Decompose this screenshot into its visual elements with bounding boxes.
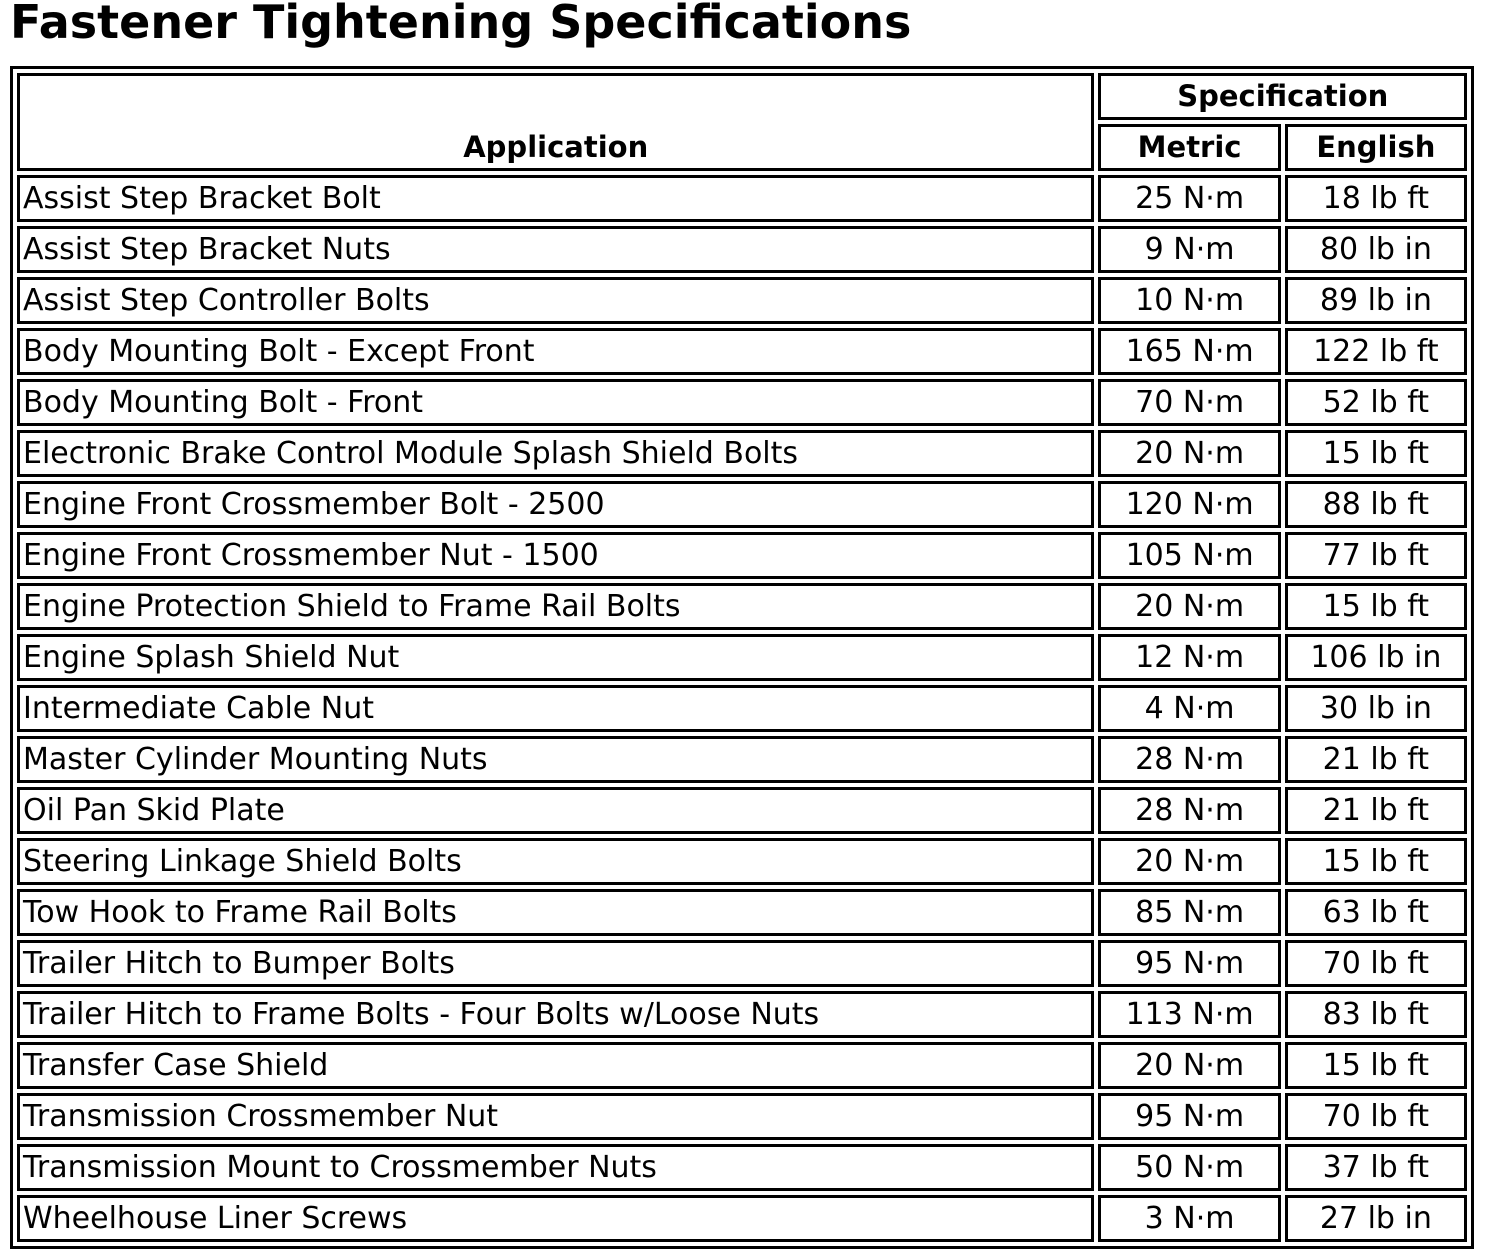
english-value-cell: 83 lb ft: [1285, 991, 1467, 1038]
application-cell: Trailer Hitch to Bumper Bolts: [17, 940, 1094, 987]
metric-value-cell: 95 N·m: [1098, 940, 1280, 987]
english-value-cell: 21 lb ft: [1285, 787, 1467, 834]
application-cell: Engine Protection Shield to Frame Rail Bolts: [17, 583, 1094, 630]
metric-value-cell: 105 N·m: [1098, 532, 1280, 579]
metric-value-cell: 12 N·m: [1098, 634, 1280, 681]
metric-value-cell: 28 N·m: [1098, 736, 1280, 783]
table-header: [17, 73, 1467, 171]
table-row: [17, 889, 1467, 936]
english-value-cell: 70 lb ft: [1285, 1093, 1467, 1140]
english-value-cell: 15 lb ft: [1285, 583, 1467, 630]
english-value-cell: 89 lb in: [1285, 277, 1467, 324]
metric-value-cell: 10 N·m: [1098, 277, 1280, 324]
table-row: [17, 1195, 1467, 1242]
specification-column-header: Specification: [1098, 73, 1467, 120]
metric-value-cell: 20 N·m: [1098, 430, 1280, 477]
english-value-cell: 21 lb ft: [1285, 736, 1467, 783]
table-row: [17, 583, 1467, 630]
english-value-cell: 15 lb ft: [1285, 1042, 1467, 1089]
metric-value-cell: 20 N·m: [1098, 838, 1280, 885]
table-row: [17, 277, 1467, 324]
table-row: [17, 379, 1467, 426]
table-row: [17, 1144, 1467, 1191]
metric-value-cell: 28 N·m: [1098, 787, 1280, 834]
table-row: [17, 1093, 1467, 1140]
table-row: [17, 940, 1467, 987]
metric-value-cell: 95 N·m: [1098, 1093, 1280, 1140]
application-cell: Master Cylinder Mounting Nuts: [17, 736, 1094, 783]
application-cell: Body Mounting Bolt - Front: [17, 379, 1094, 426]
application-cell: Transmission Crossmember Nut: [17, 1093, 1094, 1140]
application-cell: Assist Step Controller Bolts: [17, 277, 1094, 324]
metric-value-cell: 50 N·m: [1098, 1144, 1280, 1191]
application-cell: Electronic Brake Control Module Splash Shield Bolts: [17, 430, 1094, 477]
english-value-cell: 77 lb ft: [1285, 532, 1467, 579]
metric-value-cell: 4 N·m: [1098, 685, 1280, 732]
application-cell: Oil Pan Skid Plate: [17, 787, 1094, 834]
english-value-cell: 63 lb ft: [1285, 889, 1467, 936]
application-cell: Wheelhouse Liner Screws: [17, 1195, 1094, 1242]
table-row: [17, 328, 1467, 375]
english-value-cell: 80 lb in: [1285, 226, 1467, 273]
table-row: [17, 787, 1467, 834]
metric-value-cell: 20 N·m: [1098, 1042, 1280, 1089]
application-cell: Engine Splash Shield Nut: [17, 634, 1094, 681]
metric-value-cell: 85 N·m: [1098, 889, 1280, 936]
table-row: [17, 991, 1467, 1038]
application-cell: Assist Step Bracket Nuts: [17, 226, 1094, 273]
application-cell: Trailer Hitch to Frame Bolts - Four Bolts w/Loose Nuts: [17, 991, 1094, 1038]
english-value-cell: 106 lb in: [1285, 634, 1467, 681]
table-row: [17, 1042, 1467, 1089]
english-value-cell: 30 lb in: [1285, 685, 1467, 732]
english-value-cell: 27 lb in: [1285, 1195, 1467, 1242]
table-row: [17, 685, 1467, 732]
english-value-cell: 37 lb ft: [1285, 1144, 1467, 1191]
metric-value-cell: 113 N·m: [1098, 991, 1280, 1038]
table-row: [17, 634, 1467, 681]
metric-column-header: Metric: [1098, 124, 1280, 171]
english-value-cell: 70 lb ft: [1285, 940, 1467, 987]
table-row: [17, 532, 1467, 579]
application-column-header: Application: [17, 73, 1094, 171]
table-row: [17, 175, 1467, 222]
application-cell: Body Mounting Bolt - Except Front: [17, 328, 1094, 375]
english-value-cell: 52 lb ft: [1285, 379, 1467, 426]
application-cell: Steering Linkage Shield Bolts: [17, 838, 1094, 885]
metric-value-cell: 120 N·m: [1098, 481, 1280, 528]
metric-value-cell: 20 N·m: [1098, 583, 1280, 630]
table-row: [17, 226, 1467, 273]
english-value-cell: 88 lb ft: [1285, 481, 1467, 528]
header-row-top: [17, 73, 1467, 120]
page-title: Fastener Tightening Specifications: [10, 0, 912, 49]
table-row: [17, 430, 1467, 477]
english-column-header: English: [1285, 124, 1467, 171]
metric-value-cell: 70 N·m: [1098, 379, 1280, 426]
english-value-cell: 15 lb ft: [1285, 838, 1467, 885]
table-row: [17, 838, 1467, 885]
application-cell: Transfer Case Shield: [17, 1042, 1094, 1089]
english-value-cell: 122 lb ft: [1285, 328, 1467, 375]
metric-value-cell: 9 N·m: [1098, 226, 1280, 273]
table-row: [17, 736, 1467, 783]
application-cell: Engine Front Crossmember Bolt - 2500: [17, 481, 1094, 528]
application-cell: Engine Front Crossmember Nut - 1500: [17, 532, 1094, 579]
table-body: [17, 175, 1467, 1242]
application-cell: Transmission Mount to Crossmember Nuts: [17, 1144, 1094, 1191]
metric-value-cell: 165 N·m: [1098, 328, 1280, 375]
english-value-cell: 18 lb ft: [1285, 175, 1467, 222]
application-cell: Tow Hook to Frame Rail Bolts: [17, 889, 1094, 936]
table-row: [17, 481, 1467, 528]
english-value-cell: 15 lb ft: [1285, 430, 1467, 477]
metric-value-cell: 25 N·m: [1098, 175, 1280, 222]
fastener-spec-table: [10, 66, 1474, 1249]
application-cell: Assist Step Bracket Bolt: [17, 175, 1094, 222]
metric-value-cell: 3 N·m: [1098, 1195, 1280, 1242]
application-cell: Intermediate Cable Nut: [17, 685, 1094, 732]
